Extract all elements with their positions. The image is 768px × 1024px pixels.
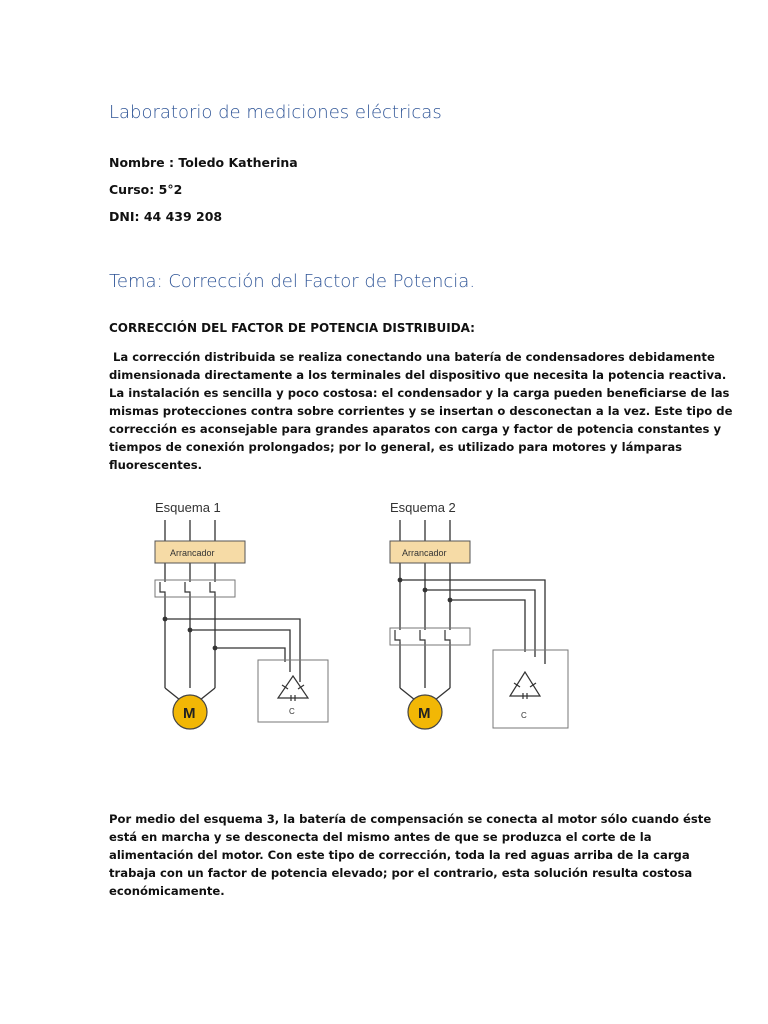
capacitor-wires [400,580,545,664]
circuit-diagram-esquema-2 [385,492,585,742]
paragraph-esquema-3 [109,810,712,900]
student-name: Nombre : Toledo Katherina [109,155,298,170]
junction-dot [213,646,218,651]
document-title: Laboratorio de mediciones eléctricas [109,102,442,123]
junction-dot [163,617,168,622]
starter-label: Arrancador [402,548,447,558]
protection-relay [155,580,235,597]
topic-title: Tema: Corrección del Factor de Potencia. [109,271,476,292]
capacitor-bank [510,672,540,699]
diagram-title: Esquema 2 [390,500,456,515]
paragraph-line: tiempos de conexión prolongados; por lo general, es utilizado para motores y lámparas [109,440,683,454]
junction-dot [423,588,428,593]
junction-dot [188,628,193,633]
paragraph-line: La corrección distribuida se realiza conectando una batería de condensadores debidamente [109,350,715,364]
paragraph-line: La instalación es sencilla y poco costosa: el condensador y la carga pueden beneficiarse de las [109,386,730,400]
motor-label: M [183,705,196,722]
section-heading: CORRECCIÓN DEL FACTOR DE POTENCIA DISTRIBUIDA: [109,321,475,335]
starter-label: Arrancador [170,548,215,558]
capacitor-bank [278,676,308,701]
diagram-title: Esquema 1 [155,500,221,515]
paragraph-line: mismas protecciones contra sobre corrientes y se insertan o desconectan a la vez. Este tipo de [109,404,733,418]
paragraph-line: alimentación del motor. Con este tipo de corrección, toda la red aguas arriba de la carga [109,848,690,862]
protection-relay [390,628,470,645]
paragraph-line: fluorescentes. [109,458,202,472]
capacitor-label: C [521,711,527,720]
paragraph-distributed-correction [109,348,733,474]
paragraph-line: trabaja con un factor de potencia elevado; por el contrario, esta solución resulta costosa [109,866,693,880]
capacitor-label: C [289,707,295,716]
paragraph-line: corrección es aconsejable para grandes aparatos con carga y factor de potencia constantes y [109,422,722,436]
paragraph-line: dimensionada directamente a los terminales del dispositivo que necesita la potencia reactiva. [109,368,727,382]
capacitor-bank-box [493,650,568,728]
relay-contacts [395,630,450,642]
circuit-diagram-esquema-1 [150,492,340,742]
capacitor-wires [165,619,300,682]
course-field: Curso: 5°2 [109,182,183,197]
junction-dot [398,578,403,583]
paragraph-line: económicamente. [109,884,225,898]
motor-label: M [418,705,431,722]
paragraph-line: Por medio del esquema 3, la batería de compensación se conecta al motor sólo cuando éste [109,812,712,826]
dni-field: DNI: 44 439 208 [109,209,223,224]
relay-contacts [160,582,215,594]
paragraph-line: está en marcha y se desconecta del mismo antes de que se produzca el corte de la [109,830,652,844]
junction-dot [448,598,453,603]
